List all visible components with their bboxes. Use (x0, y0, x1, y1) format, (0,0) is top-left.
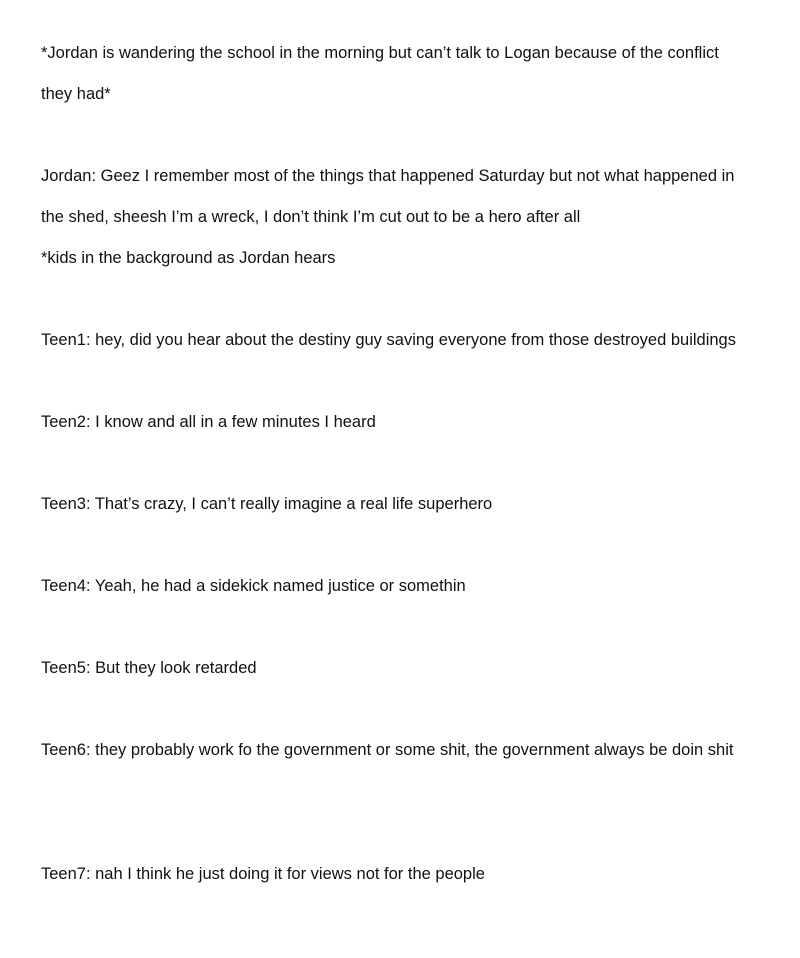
dialogue-line-jordan: Jordan: Geez I remember most of the things that happened Saturday but not what happened in (41, 167, 735, 185)
narration-line: *Jordan is wandering the school in the morning but can’t talk to Logan because of the conflict (41, 44, 719, 62)
dialogue-line-teen2: Teen2: I know and all in a few minutes I heard (41, 413, 376, 431)
dialogue-line-teen4: Teen4: Yeah, he had a sidekick named justice or somethin (41, 577, 466, 595)
narration-line: *kids in the background as Jordan hears (41, 249, 336, 267)
dialogue-line-teen6: Teen6: they probably work fo the government or some shit, the government always be doin shit (41, 741, 734, 759)
dialogue-line-jordan: the shed, sheesh I’m a wreck, I don’t think I’m cut out to be a hero after all (41, 208, 581, 226)
dialogue-line-teen7: Teen7: nah I think he just doing it for views not for the people (41, 865, 485, 883)
dialogue-line-teen3: Teen3: That’s crazy, I can’t really imagine a real life superhero (41, 495, 493, 513)
dialogue-line-teen1: Teen1: hey, did you hear about the destiny guy saving everyone from those destroyed buildings (41, 331, 736, 349)
dialogue-line-teen5: Teen5: But they look retarded (41, 659, 257, 677)
narration-line: they had* (41, 85, 111, 103)
